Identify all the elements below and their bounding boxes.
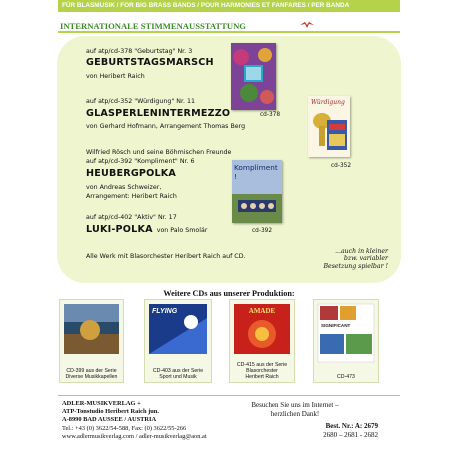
cd-card-403 [144, 299, 212, 383]
cd-card-label [314, 374, 378, 380]
cd-cover-352-art-icon [308, 96, 350, 157]
cd-card-label-line: Sport und Musik [159, 374, 197, 380]
cd-card-473 [313, 299, 379, 383]
side-note [308, 248, 388, 270]
header-rule [58, 31, 400, 33]
publisher-block [62, 400, 207, 441]
order-numbers: 2680 – 2681 - 2682 [323, 431, 378, 439]
work-title: GEBURTSTAGSMARSCH [86, 57, 214, 68]
cd-card-415 [229, 299, 295, 383]
cd-card-label-line: CD-415 aus der Serie [236, 362, 288, 368]
visit-line: herzlichen Dank! [270, 410, 320, 418]
cd-card-label-line: CD-473 [337, 374, 355, 380]
cd-label: cd-392 [252, 228, 273, 234]
more-cds-title: Weitere CDs aus unserer Produktion: [163, 289, 295, 298]
cd-card-399 [59, 299, 124, 383]
cd-card-label [60, 368, 123, 380]
cd-cover-392 [232, 160, 282, 223]
visit-note [236, 401, 354, 419]
work-title-text: LUKI-POLKA [86, 224, 153, 235]
cd-label: cd-378 [260, 112, 281, 118]
work-credit: von Andreas Schweizer, [86, 184, 162, 191]
work-title: GLASPERLENINTERMEZZO [86, 108, 231, 119]
side-note-line: ...auch in kleiner [335, 248, 388, 255]
cd-card-label [145, 368, 211, 380]
footer-rule [58, 395, 400, 396]
header-banner [58, 0, 400, 12]
cd-cover-352-title: Würdigung [311, 99, 345, 106]
work-title: HEUBERGPOLKA [86, 168, 177, 179]
header-subtitle: INTERNATIONALE STIMMENAUSSTATTUNG [60, 21, 246, 31]
work-credit: von Heribert Raich [86, 73, 145, 80]
work-title [86, 224, 207, 235]
cd-399-cover-icon [60, 300, 123, 360]
cd-403-cover-title: FLYING [152, 308, 178, 315]
cd-card-label-line: Heribert Raich [245, 374, 279, 380]
publisher-line: A-8990 BAD AUSSEE / AUSTRIA [62, 416, 157, 424]
work-credit: von Gerhard Hofmann, Arrangement Thomas Berg [86, 123, 246, 130]
work-ref: auf atp/cd-402 "Aktiv" Nr. 17 [86, 214, 177, 221]
visit-line: Besuchen Sie uns im Internet – [251, 401, 339, 409]
work-ref: auf atp/cd-378 "Geburtstag" Nr. 3 [86, 48, 193, 55]
cd-cover-378 [231, 43, 276, 110]
publisher-website[interactable]: www.adlermusikverlag.com / adler-musikverlag@aon.at [62, 432, 207, 440]
cd-473-cover-icon [314, 300, 378, 366]
cd-label: cd-352 [331, 163, 352, 169]
cd-card-label-line: Blasorchester [246, 368, 278, 374]
work-intro: Wilfried Rösch und seine Böhmischen Freunde [86, 149, 232, 156]
order-label: Best. Nr.: A: 2679 [325, 422, 378, 430]
header-banner-text: FÜR BLASMUSIK / FOR BIG BRASS BANDS / POUR HARMONIES ET FANFARES / PER BANDA [62, 2, 350, 9]
order-number-block [312, 422, 378, 440]
cd-card-label-line: CD-403 aus der Serie [152, 368, 204, 374]
side-note-line: bzw. variabler [343, 255, 388, 263]
publisher-contact: Tel.: +43 (0) 3622/54-588, Fax: (0) 3622/55-266 [62, 424, 187, 432]
publisher-line: ATP-Tonstudio Heribert Raich jun. [62, 408, 159, 416]
work-credit: Arrangement: Heribert Raich [86, 193, 177, 200]
cd-cover-392-title: Kompliment ! [234, 163, 278, 181]
cd-cover-378-art-icon [231, 43, 276, 110]
side-note-line: Besetzung spielbar ! [323, 262, 388, 270]
work-ref: auf atp/cd-352 "Würdigung" Nr. 11 [86, 98, 195, 105]
cd-cover-352 [308, 96, 350, 157]
cd-cover-392-art-icon [232, 160, 282, 223]
work-ref: auf atp/cd-392 "Kompliment" Nr. 6 [86, 158, 195, 165]
publisher-line: ADLER-MUSIKVERLAG + [62, 400, 141, 407]
cd-card-label-line: Diverse Musikkapellen [65, 374, 118, 380]
cd-473-cover-title: SIGNIFICANT [321, 323, 351, 328]
eagle-logo-icon [300, 20, 314, 30]
cd-card-label-line: CD-399 aus der Serie [66, 368, 117, 374]
cd-card-label [230, 362, 294, 380]
cd-415-cover-title: AMADE [248, 307, 276, 315]
all-works-note: Alle Werk mit Blasorchester Heribert Raich auf CD. [86, 253, 246, 260]
work-credit: von Palo Smolár [156, 227, 208, 234]
